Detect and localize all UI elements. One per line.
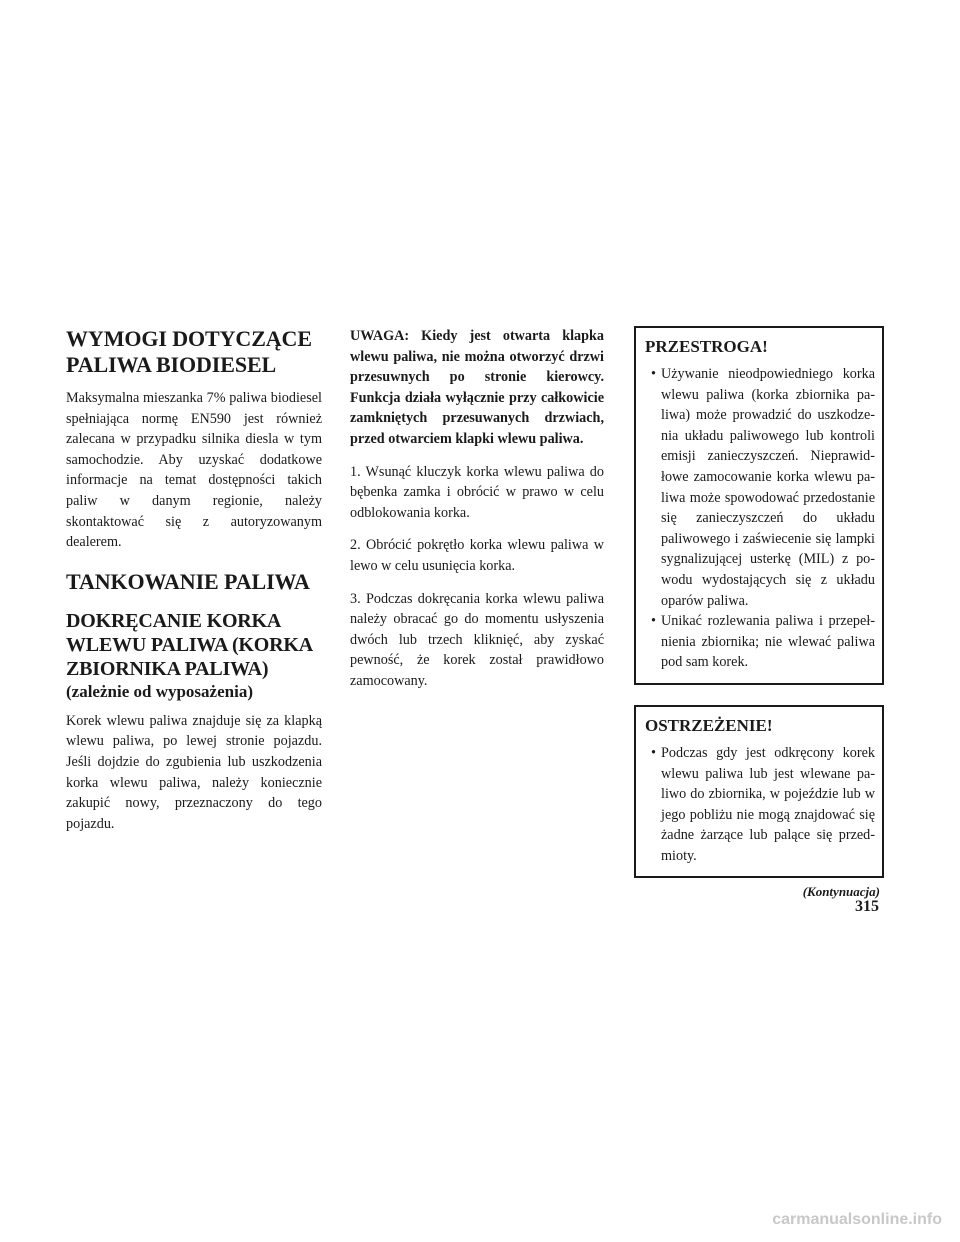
- fuel-cap-heading-line2: WLEWU PALIWA (KORKA: [66, 633, 313, 656]
- page-number: 315: [855, 898, 879, 915]
- left-column: [66, 326, 322, 846]
- fuel-cap-heading-line1: DOKRĘCANIE KORKA: [66, 609, 282, 632]
- step-1: 1. Wsunąć kluczyk korka wlewu paliwa do bębenka zamka i obrócić w prawo w celu odblokowania korka.: [350, 463, 604, 521]
- caution-item-text: Używanie nieodpowiedniego korka wlewu paliwa (korka zbiornika paliwa) może prowadzić do uszkodzenia układu paliwowego lub kontroli emisji zanieczyszczeń. Nieprawidłowe zamocowanie korka wlewu paliwa może spowodować przedostanie się zanieczyszczeń do układu paliwowego i zaświecenie się lampki sygnalizującej usterkę (MIL) z powodu wydostających się z układu oparów paliwa.: [661, 366, 875, 609]
- bullet-icon: •: [651, 613, 656, 630]
- fuel-cap-paragraph: Korek wlewu paliwa znajduje się za klapką wlewu paliwa, po lewej stronie pojazdu. Jeśli dojdzie do zgubienia lub uszkodzenia korka wlewu paliwa, należy koniecznie zakupić nowy, przeznaczony do tego pojazdu.: [66, 712, 322, 832]
- equipment-qualifier: (zależnie od wyposażenia): [66, 681, 253, 701]
- middle-column: [350, 326, 604, 704]
- biodiesel-heading-line1: WYMOGI DOTYCZĄCE: [66, 326, 312, 351]
- bullet-icon: •: [651, 744, 656, 761]
- caution-item: [645, 611, 875, 673]
- warning-item: [645, 743, 875, 867]
- footer-watermark: carmanualsonline.info: [772, 1211, 942, 1228]
- refuel-heading: TANKOWANIE PALIWA: [66, 568, 310, 594]
- caution-item-text: Unikać rozlewania paliwa i przepełnienia zbiornika; nie wlewać paliwa pod sam korek.: [661, 613, 875, 671]
- warning-title: OSTRZEŻENIE!: [645, 715, 773, 735]
- caution-title: PRZESTROGA!: [645, 337, 768, 356]
- bullet-icon: •: [651, 366, 656, 382]
- caution-list: [645, 364, 875, 673]
- fuel-cap-heading-line3: ZBIORNIKA PALIWA): [66, 657, 269, 680]
- warning-list: [645, 743, 875, 867]
- biodiesel-heading: [66, 326, 322, 378]
- step-2: 2. Obrócić pokrętło korka wlewu paliwa w lewo w celu usunięcia korka.: [350, 537, 604, 574]
- biodiesel-paragraph: Maksymalna mieszanka 7% paliwa biodiesel spełniająca normę EN590 jest również zalecana w przypadku silnika diesla w tym samochodzie. Aby uzyskać dodatkowe informacje na temat dostępności takich paliw w danym regionie, należy skontaktować się z autoryzowanym dealerem.: [66, 390, 322, 551]
- fuel-cap-heading: [66, 609, 322, 681]
- continued-label: (Kontynuacja): [802, 884, 880, 900]
- caution-item: [645, 364, 875, 611]
- warning-box: [634, 705, 884, 879]
- warning-item-text: Podczas gdy jest odkręcony korek wlewu paliwa lub jest wlewane paliwo do zbiornika, w pojeździe lub w jego pobliżu nie mogą znajdować się żadne żarzące lub palące się przedmioty.: [661, 744, 875, 864]
- note-paragraph: UWAGA: Kiedy jest otwarta klapka wlewu paliwa, nie można otworzyć drzwi przesuwnych po stronie kierowcy. Funkcja działa wyłącznie przy całkowicie zamkniętych przesuwanych drzwiach, przed otwarciem klapki wlewu paliwa.: [350, 328, 604, 447]
- step-3: 3. Podczas dokręcania korka wlewu paliwa należy obracać go do momentu usłyszenia dwóch lub trzech kliknięć, aby zyskać pewność, że korek został prawidłowo zamocowany.: [350, 590, 604, 689]
- caution-box: [634, 326, 884, 685]
- biodiesel-heading-line2: PALIWA BIODIESEL: [66, 352, 277, 377]
- right-column: [634, 326, 884, 900]
